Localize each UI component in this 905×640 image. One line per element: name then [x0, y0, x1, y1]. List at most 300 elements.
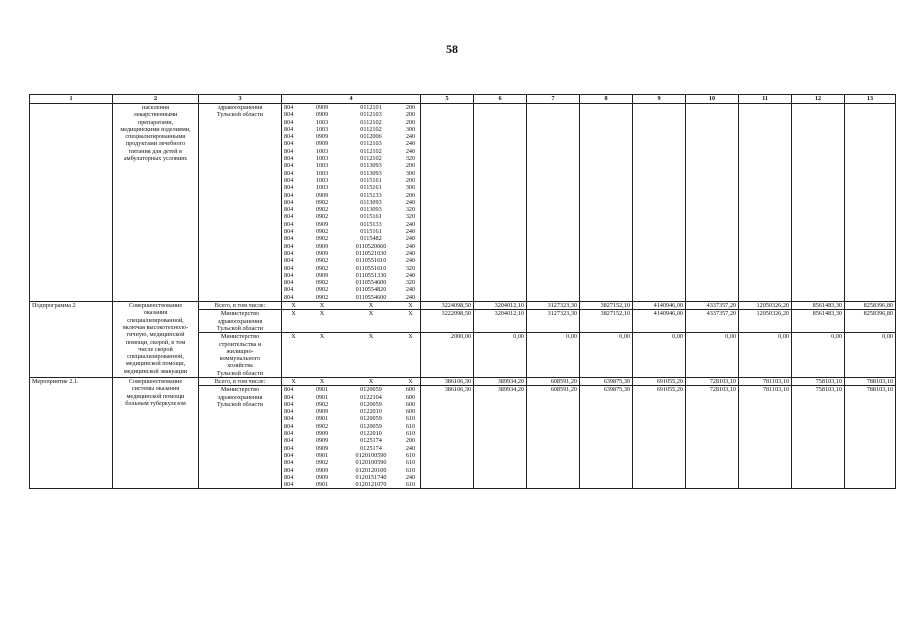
value-cell: 3827152,10	[580, 310, 633, 333]
value-cell: 608591,20	[527, 386, 580, 489]
value-cell: 8561483,30	[792, 302, 845, 310]
text-line: здравоохранения	[217, 317, 263, 325]
target-article-code: 0120120100	[355, 466, 387, 474]
target-article-code: 0122010	[360, 430, 382, 438]
budget-codes-cell	[282, 377, 421, 385]
target-article-code: 0125174	[360, 444, 382, 452]
text-line: продуктами лечебного	[125, 140, 186, 148]
target-article-code: 0125174	[360, 437, 382, 445]
column-number: 11	[739, 95, 792, 104]
expense-type-code: 200	[405, 191, 416, 199]
text-line: числе скорой	[138, 345, 173, 353]
event-label-cell	[30, 104, 113, 302]
budget-codes-list	[282, 378, 420, 385]
target-article-code: 0120121070	[355, 481, 387, 489]
section-code: 0902	[315, 198, 329, 206]
target-article-code: 0115161	[360, 176, 382, 184]
text-line: включая высокотехноло-	[122, 323, 189, 331]
budget-codes-list	[282, 302, 420, 309]
budget-code-row	[282, 213, 420, 220]
expense-type-code: 240	[405, 235, 416, 243]
budget-codes-cell	[282, 386, 421, 489]
target-article-code: 0122010	[360, 408, 382, 416]
subprogram-label: Подпрограмма 2	[30, 302, 113, 378]
section-code: 0909	[315, 191, 329, 199]
budget-code-row	[282, 184, 420, 191]
ministry-code: 804	[284, 176, 294, 184]
column-number-row	[30, 95, 896, 104]
target-article-code: 0110554820	[355, 286, 387, 294]
budget-code-row	[282, 452, 420, 459]
code-placeholder: X	[319, 302, 325, 310]
ministry-code: 804	[284, 242, 294, 250]
subprogram-description	[113, 302, 199, 378]
text-line: Тульской области	[216, 400, 264, 408]
expense-type-code: 240	[405, 271, 416, 279]
event-continuation-row	[30, 104, 896, 302]
budget-code-row	[282, 467, 420, 474]
ministry-code: 804	[284, 249, 294, 257]
target-article-code: 0112102	[360, 147, 382, 155]
budget-code-row	[282, 394, 420, 401]
value-cell: 758103,10	[792, 377, 845, 385]
ministry-code: 804	[284, 444, 294, 452]
text-line: медицинской помощи	[126, 392, 185, 400]
section-code: 0909	[315, 473, 329, 481]
section-code: 0901	[315, 393, 329, 401]
section-code: 0902	[315, 206, 329, 214]
section-code: 0909	[315, 220, 329, 228]
ministry-code: 804	[284, 466, 294, 474]
value-cell	[792, 104, 845, 302]
target-article-code: 0115133	[360, 220, 382, 228]
budget-code-row	[282, 235, 420, 242]
text-line: амбулаторных условиях	[123, 155, 188, 163]
target-article-code: 0120100590	[355, 451, 387, 459]
value-cell	[527, 104, 580, 302]
column-number: 9	[633, 95, 686, 104]
expense-type-code: 200	[405, 176, 416, 184]
column-number: 10	[686, 95, 739, 104]
target-article-code: 0110551610	[355, 264, 387, 272]
budget-code-row	[282, 148, 420, 155]
value-cell: 8561483,30	[792, 310, 845, 333]
expense-type-code: 240	[405, 220, 416, 228]
expense-type-code: 240	[405, 257, 416, 265]
text-line: хозяйства	[227, 362, 253, 370]
ministry-code: 804	[284, 140, 294, 148]
section-code: 1003	[315, 162, 329, 170]
page-number: 58	[446, 42, 458, 56]
expense-type-code: 240	[405, 444, 416, 452]
value-cell: 4337357,20	[686, 310, 739, 333]
executor-cell	[199, 310, 282, 333]
value-cell: 728103,10	[686, 377, 739, 385]
budget-code-row	[282, 302, 420, 309]
value-cell: 3222098,50	[421, 310, 474, 333]
expense-type-code: 610	[405, 459, 416, 467]
section-code: 1003	[315, 118, 329, 126]
column-number: 7	[527, 95, 580, 104]
budget-codes-list	[282, 104, 420, 301]
budget-code-row	[282, 408, 420, 415]
code-placeholder: X	[368, 377, 374, 385]
budget-code-row	[282, 140, 420, 147]
value-cell: 389934,20	[474, 386, 527, 489]
section-code: 0909	[315, 242, 329, 250]
expense-type-code: 240	[405, 286, 416, 294]
section-code: 0902	[315, 228, 329, 236]
value-cell: 0,00	[474, 333, 527, 378]
ministry-code: 804	[284, 481, 294, 489]
ministry-code: 804	[284, 430, 294, 438]
expense-type-code: 610	[405, 466, 416, 474]
text-line: Министерство	[220, 386, 260, 394]
executor-cell	[199, 333, 282, 378]
budget-code-row	[282, 423, 420, 430]
text-line: Тульской области	[216, 111, 264, 119]
section-code: 0902	[315, 257, 329, 265]
value-cell: 2000,00	[421, 333, 474, 378]
ministry-code: 804	[284, 118, 294, 126]
text-line: жилищно-	[226, 347, 254, 355]
value-cell	[474, 104, 527, 302]
section-code: 1003	[315, 176, 329, 184]
budget-code-row	[282, 199, 420, 206]
ministry-code: 804	[284, 264, 294, 272]
value-cell: 3204012,10	[474, 302, 527, 310]
section-code: 0902	[315, 279, 329, 287]
value-cell: 639875,30	[580, 377, 633, 385]
expense-type-code: 320	[405, 213, 416, 221]
expense-type-code: 200	[405, 104, 416, 111]
budget-code-row	[282, 445, 420, 452]
value-cell: 0,00	[845, 333, 896, 378]
target-article-code: 0112006	[360, 133, 382, 141]
executor-cell	[199, 377, 282, 385]
budget-code-row	[282, 206, 420, 213]
target-article-code: 0120100590	[355, 459, 387, 467]
event-total-row	[30, 377, 896, 385]
value-cell: 3224098,50	[421, 302, 474, 310]
value-cell: 691055,20	[633, 386, 686, 489]
expense-type-code: 610	[405, 481, 416, 489]
section-code: 1003	[315, 184, 329, 192]
subprogram-total-row	[30, 302, 896, 310]
text-line: больным туберкулезом	[125, 399, 186, 407]
ministry-code: 804	[284, 111, 294, 119]
value-cell: 781103,10	[739, 377, 792, 385]
ministry-code: 804	[284, 184, 294, 192]
expense-type-code: 240	[405, 293, 416, 301]
ministry-code: 804	[284, 206, 294, 214]
text-line: Тульской области	[216, 369, 264, 377]
code-placeholder: X	[368, 302, 374, 310]
ministry-code: 804	[284, 386, 294, 394]
ministry-code: 804	[284, 162, 294, 170]
section-code: 0909	[315, 408, 329, 416]
code-placeholder: X	[319, 377, 325, 385]
ministry-code: 804	[284, 155, 294, 163]
expense-type-code: 610	[405, 422, 416, 430]
section-code: 0909	[315, 466, 329, 474]
budget-codes-cell	[282, 104, 421, 302]
ministry-code: 804	[284, 451, 294, 459]
section-code: 0909	[315, 111, 329, 119]
budget-code-row	[282, 111, 420, 118]
value-cell: 788103,10	[845, 386, 896, 489]
value-cell: 8258396,80	[845, 310, 896, 333]
budget-code-row	[282, 228, 420, 235]
section-code: 0902	[315, 422, 329, 430]
value-cell: 0,00	[686, 333, 739, 378]
text-line: Всего, в том числе:	[214, 302, 266, 310]
text-line: специализированной,	[127, 316, 184, 324]
text-line: медицинской помощи,	[125, 360, 186, 368]
value-cell: 4140946,00	[633, 310, 686, 333]
value-cell: 3127323,30	[527, 302, 580, 310]
budget-codes-cell	[282, 302, 421, 310]
value-cell: 3127323,30	[527, 310, 580, 333]
column-number: 8	[580, 95, 633, 104]
target-article-code: 0110551610	[355, 257, 387, 265]
text-line: оказания	[143, 309, 168, 317]
budget-code-row	[282, 286, 420, 293]
budget-code-row	[282, 378, 420, 385]
budget-code-row	[282, 126, 420, 133]
expense-type-code: 240	[405, 249, 416, 257]
ministry-code: 804	[284, 257, 294, 265]
budget-code-row	[282, 474, 420, 481]
target-article-code: 0110554600	[355, 279, 387, 287]
section-code: 0909	[315, 271, 329, 279]
ministry-code: 804	[284, 104, 294, 111]
target-article-code: 0113093	[360, 206, 382, 214]
ministry-code: 804	[284, 147, 294, 155]
budget-code-row	[282, 430, 420, 437]
expense-type-code: 240	[405, 473, 416, 481]
text-line: Совершенствование	[128, 377, 183, 385]
code-placeholder: X	[291, 377, 296, 385]
text-line: медицинской эвакуации	[123, 367, 188, 375]
target-article-code: 0120059	[360, 400, 382, 408]
ministry-code: 804	[284, 473, 294, 481]
text-line: Министерство	[220, 310, 260, 318]
section-code: 0909	[315, 430, 329, 438]
expense-type-code: 240	[405, 228, 416, 236]
value-cell: 386106,30	[421, 386, 474, 489]
target-article-code: 0115161	[360, 228, 382, 236]
expense-type-code: 600	[405, 408, 416, 416]
text-line: специализированной,	[127, 353, 184, 361]
code-placeholder: X	[408, 302, 413, 310]
expense-type-code: 320	[405, 206, 416, 214]
text-line: Совершенствование	[128, 302, 183, 310]
expense-type-code: 610	[405, 430, 416, 438]
budget-code-row	[282, 257, 420, 264]
code-placeholder: X	[368, 333, 374, 341]
value-cell: 4337357,20	[686, 302, 739, 310]
section-code: 0902	[315, 264, 329, 272]
text-line: помощи, скорой, в том	[125, 338, 186, 346]
section-code: 0909	[315, 437, 329, 445]
budget-code-row	[282, 415, 420, 422]
target-article-code: 0113093	[360, 198, 382, 206]
ministry-code: 804	[284, 133, 294, 141]
section-code: 0901	[315, 415, 329, 423]
text-line: здравоохранения	[217, 104, 263, 111]
section-code: 1003	[315, 125, 329, 133]
expense-type-code: 320	[405, 264, 416, 272]
target-article-code: 0110521030	[355, 249, 387, 257]
value-cell: 0,00	[633, 333, 686, 378]
section-code: 1003	[315, 155, 329, 163]
code-placeholder: X	[291, 310, 296, 318]
target-article-code: 0112103	[360, 111, 382, 119]
ministry-code: 804	[284, 228, 294, 236]
ministry-code: 804	[284, 191, 294, 199]
ministry-code: 804	[284, 437, 294, 445]
value-cell	[739, 104, 792, 302]
target-article-code: 0120059	[360, 386, 382, 394]
budget-code-row	[282, 170, 420, 177]
target-article-code: 0120059	[360, 422, 382, 430]
budget-code-row	[282, 250, 420, 257]
budget-codes-list	[282, 333, 420, 340]
section-code: 0902	[315, 235, 329, 243]
section-code: 0901	[315, 386, 329, 394]
value-cell	[633, 104, 686, 302]
value-cell	[421, 104, 474, 302]
text-line: Тульской области	[216, 324, 264, 332]
event-description	[113, 104, 199, 302]
section-code: 0909	[315, 133, 329, 141]
target-article-code: 0115133	[360, 191, 382, 199]
expense-type-code: 320	[405, 279, 416, 287]
ministry-code: 804	[284, 393, 294, 401]
column-number: 12	[792, 95, 845, 104]
value-cell: 386106,30	[421, 377, 474, 385]
expense-type-code: 240	[405, 242, 416, 250]
expense-type-code: 240	[405, 198, 416, 206]
budget-code-row	[282, 481, 420, 488]
value-cell	[580, 104, 633, 302]
target-article-code: 0110520060	[355, 242, 387, 250]
column-number: 5	[421, 95, 474, 104]
budget-codes-cell	[282, 333, 421, 378]
budget-codes-cell	[282, 310, 421, 333]
section-code: 1003	[315, 147, 329, 155]
ministry-code: 804	[284, 400, 294, 408]
text-line: специализированными	[125, 133, 186, 141]
budget-code-row	[282, 279, 420, 286]
value-cell: 788103,10	[845, 377, 896, 385]
value-cell: 758103,10	[792, 386, 845, 489]
text-line: лекарственными	[133, 111, 178, 119]
expense-type-code: 200	[405, 162, 416, 170]
column-number: 3	[199, 95, 282, 104]
column-number: 1	[30, 95, 113, 104]
budget-code-row	[282, 310, 420, 317]
ministry-code: 804	[284, 220, 294, 228]
value-cell: 608591,20	[527, 377, 580, 385]
target-article-code: 0113093	[360, 169, 382, 177]
event-label: Мероприятие 2.1.	[30, 377, 113, 488]
budget-code-row	[282, 177, 420, 184]
text-line: препаратами,	[137, 118, 174, 126]
expense-type-code: 610	[405, 415, 416, 423]
text-line: системы оказания	[131, 385, 180, 393]
expense-type-code: 240	[405, 133, 416, 141]
code-placeholder: X	[319, 333, 325, 341]
section-code: 0901	[315, 481, 329, 489]
budget-code-row	[282, 243, 420, 250]
target-article-code: 0120059	[360, 415, 382, 423]
code-placeholder: X	[319, 310, 325, 318]
value-cell: 0,00	[739, 333, 792, 378]
target-article-code: 0110554600	[355, 293, 387, 301]
value-cell: 3827152,10	[580, 302, 633, 310]
target-article-code: 0115161	[360, 184, 382, 192]
executor-cell	[199, 302, 282, 310]
budget-code-row	[282, 294, 420, 301]
text-line: гичную, медицинской	[126, 331, 185, 339]
expense-type-code: 320	[405, 155, 416, 163]
ministry-code: 804	[284, 169, 294, 177]
code-placeholder: X	[408, 377, 413, 385]
text-line: населения	[142, 104, 169, 111]
target-article-code: 0112102	[360, 118, 382, 126]
budget-code-row	[282, 401, 420, 408]
text-line: питания для детей в	[129, 147, 182, 155]
expense-type-code: 300	[405, 125, 416, 133]
budget-code-row	[282, 162, 420, 169]
target-article-code: 0122104	[360, 393, 382, 401]
event-description	[113, 377, 199, 488]
ministry-code: 804	[284, 422, 294, 430]
budget-code-row	[282, 272, 420, 279]
target-article-code: 0112103	[360, 140, 382, 148]
value-cell: 0,00	[792, 333, 845, 378]
value-cell: 389934,20	[474, 377, 527, 385]
section-code: 0902	[315, 293, 329, 301]
value-cell: 639875,30	[580, 386, 633, 489]
code-placeholder: X	[291, 302, 296, 310]
budget-code-row	[282, 221, 420, 228]
column-number: 2	[113, 95, 199, 104]
value-cell: 8258396,80	[845, 302, 896, 310]
value-cell	[845, 104, 896, 302]
code-placeholder: X	[408, 310, 413, 318]
expense-type-code: 200	[405, 118, 416, 126]
value-cell: 0,00	[527, 333, 580, 378]
ministry-code: 804	[284, 213, 294, 221]
section-code: 0909	[315, 444, 329, 452]
budget-code-row	[282, 437, 420, 444]
expense-type-code: 600	[405, 386, 416, 394]
code-placeholder: X	[291, 333, 296, 341]
expense-type-code: 200	[405, 111, 416, 119]
text-line: коммунального	[219, 355, 261, 363]
value-cell	[686, 104, 739, 302]
executor-cell	[199, 104, 282, 302]
column-number: 6	[474, 95, 527, 104]
target-article-code: 0120151740	[355, 473, 387, 481]
section-code: 0902	[315, 459, 329, 467]
column-number: 13	[845, 95, 896, 104]
text-line: Всего, в том числе:	[214, 377, 266, 385]
value-cell: 691055,20	[633, 377, 686, 385]
